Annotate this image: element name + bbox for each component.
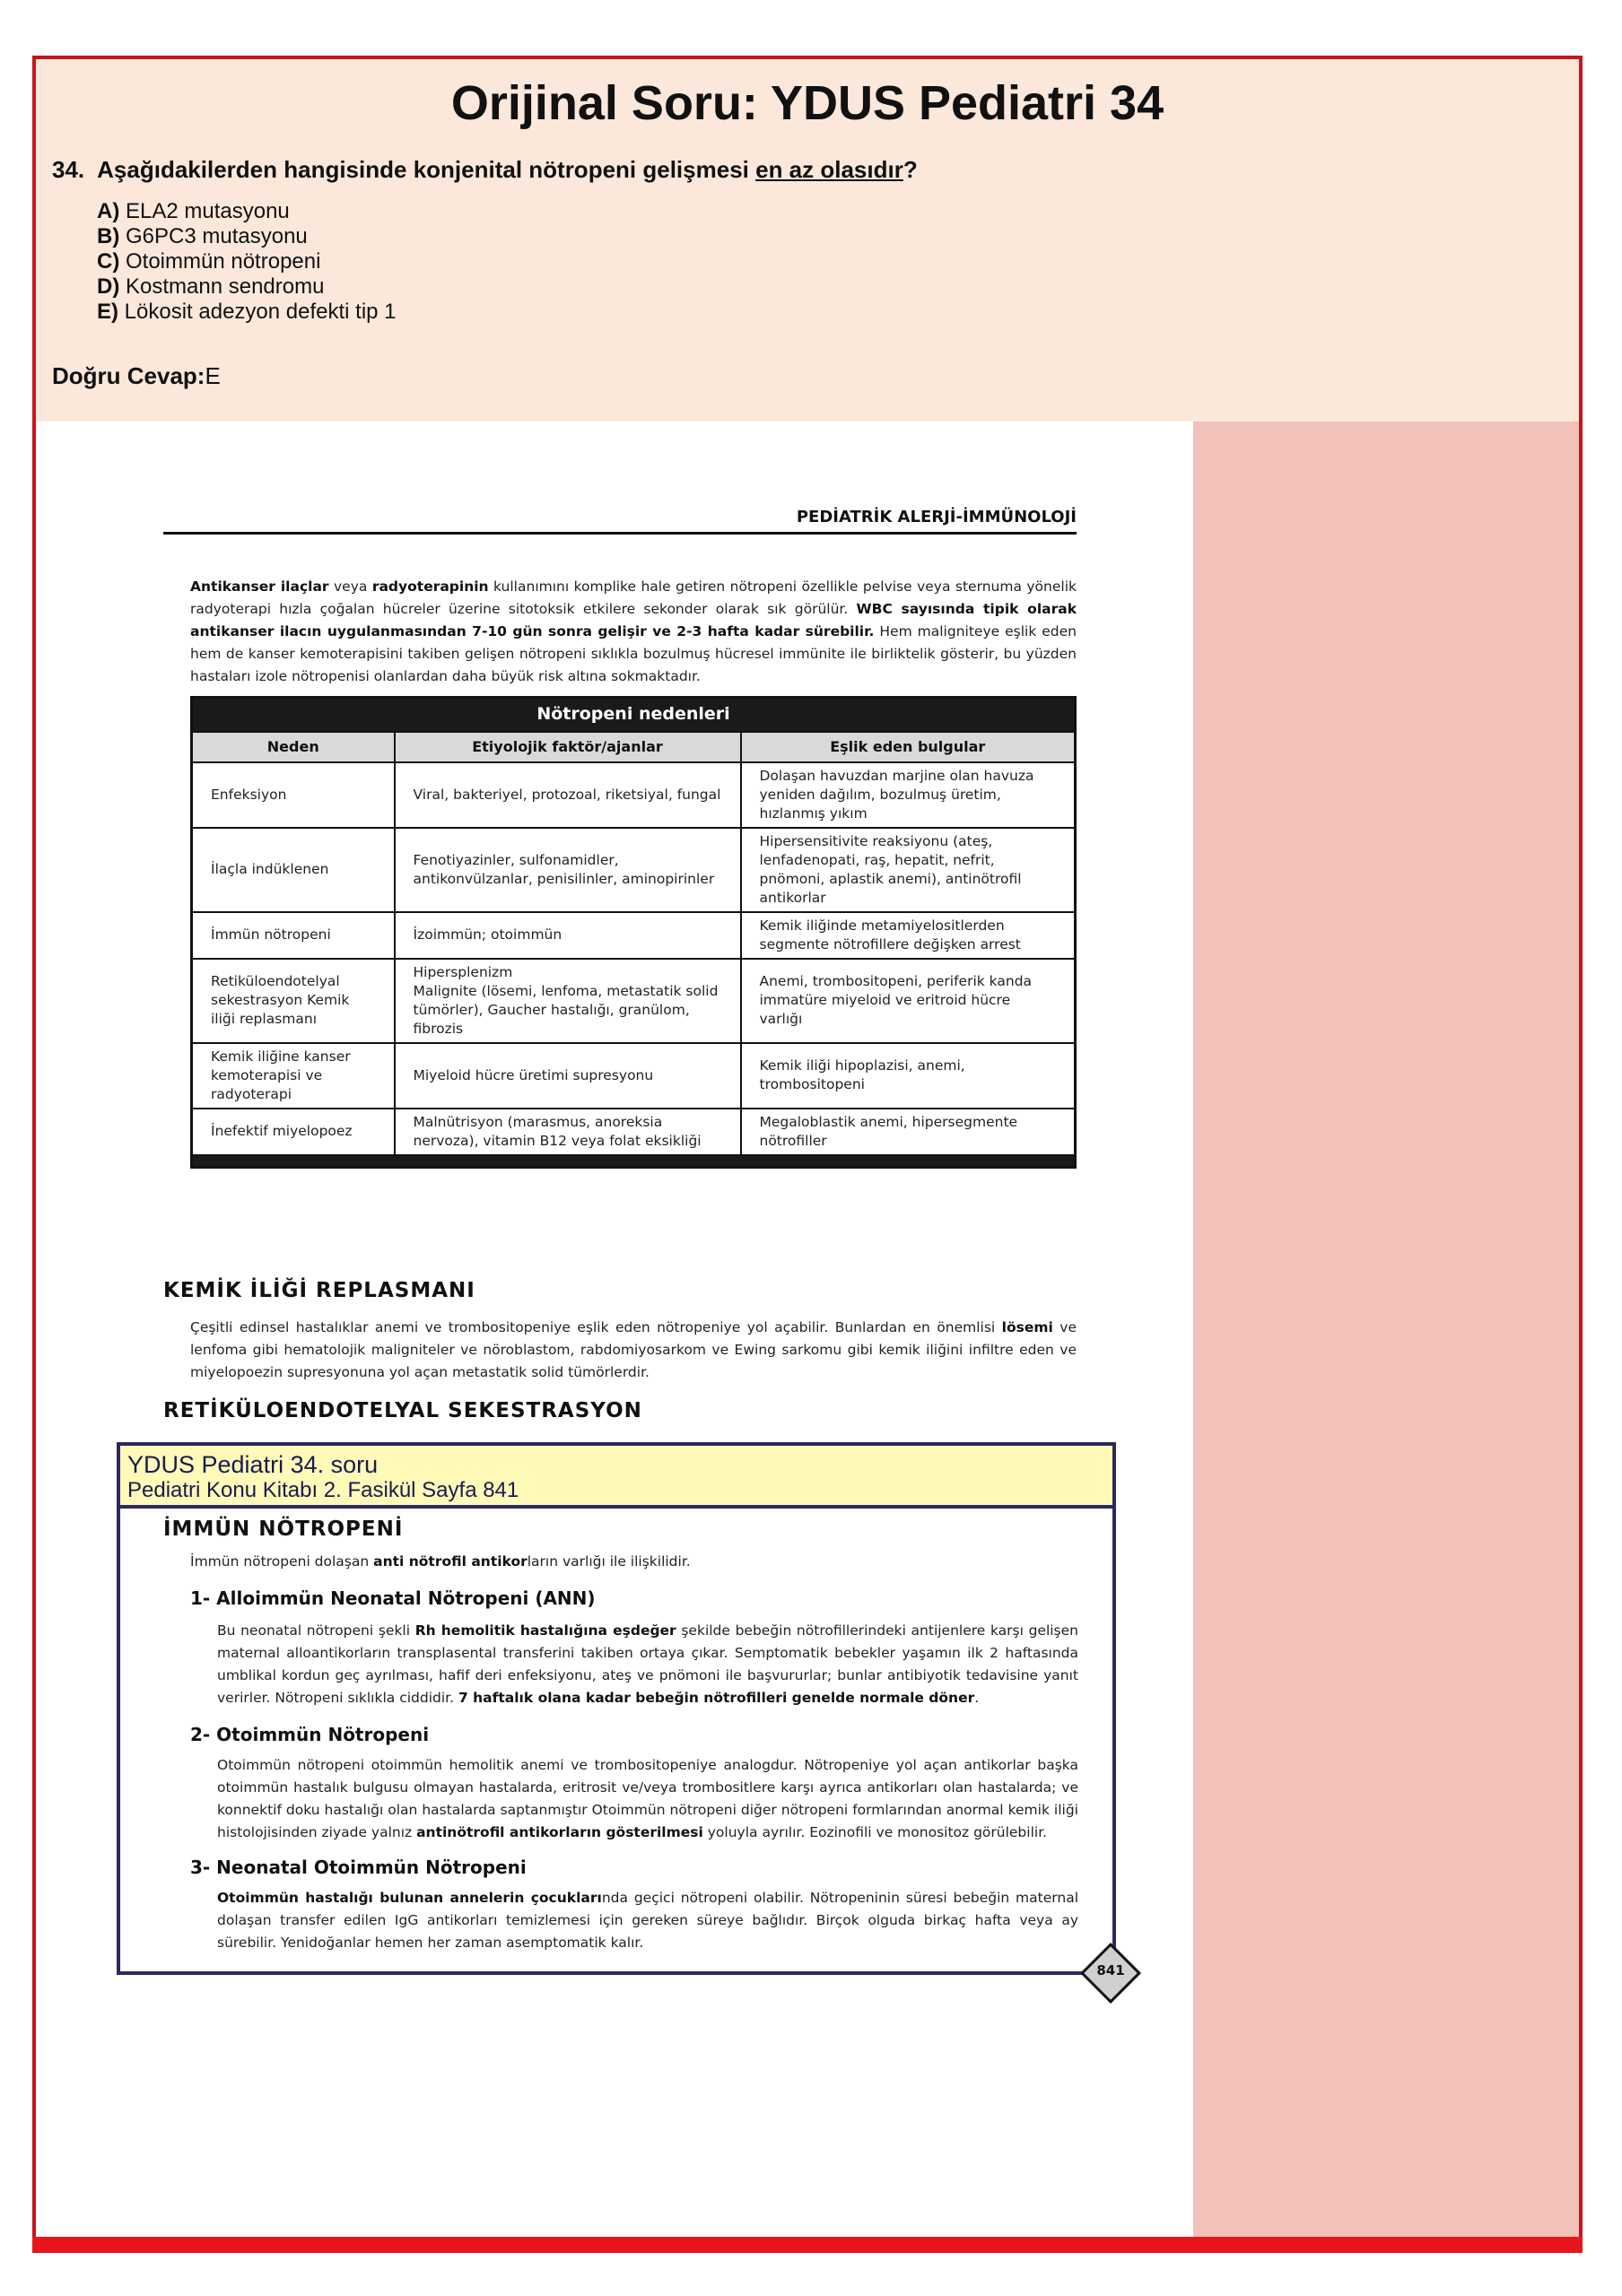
question-mark: ? [903,156,918,183]
page-number: 841 [1096,1962,1125,1979]
bold-run: Otoimmün hastalığı bulunan annelerin çocukları [217,1890,602,1906]
text-run: Bu neonatal nötropeni şekli [217,1622,415,1639]
paragraph-alloimmune [217,1620,1078,1709]
text-run: veya [328,578,372,595]
page-title: Orijinal Soru: YDUS Pediatri 34 [450,76,1164,130]
bold-run: WBC sayısında tipik olarak antikanser ilacın uygulanmasından 7-10 gün sonra gelişir ve 2-3 hafta kadar sürebilir. [190,601,1077,639]
heading-bone-marrow-replacement: KEMİK İLİĞİ REPLASMANI [163,1279,475,1302]
text-run: Hem maligniteye eşlik eden hem de kanser kemoterapisini takiben gelişen nötropeni sıklıkla bozulmuş hücresel immünite ile birliktelik gösterir, bu yüzden hastaları izole nötropenisi olanlardan daha büyük risk altına sokmaktadır. [190,623,1077,684]
bold-run: Rh hemolitik hastalığına eşdeğer [414,1622,676,1639]
option-e [97,300,397,325]
subheading-autoimmune: 2- Otoimmün Nötropeni [190,1724,430,1745]
cell-etiology: Hipersplenizm Malignite (lösemi, lenfoma, metastatik solid tümörler), Gaucher hastalığı, granülom, fibrozis [395,959,741,1043]
cell-etiology: Viral, bakteriyel, protozoal, riketsiyal, fungal [395,762,741,828]
question-number: 34. [52,156,85,183]
cell-etiology: İzoimmün; otoimmün [395,912,741,959]
question-stem: Aşağıdakilerden hangisinde konjenital nötropeni gelişmesi [97,156,756,183]
cell-etiology: Malnütrisyon (marasmus, anoreksia nervoza), vitamin B12 veya folat eksikliği [395,1109,741,1155]
question-emphasis: en az olasıdır [755,156,903,183]
table-body [192,762,1076,1155]
option-c [97,249,397,274]
text-run: şekilde bebeğin nötrofillerindeki antijenlere karşı gelişen maternal alloantikorların transplasental transferini takiben ortaya çıkar. Semptomatik bebekler yaşamın ilk 2 haftasında umblikal kordun geç ayrılması, hafif deri enfeksiyonu, ateş ve pnömoni ile başvururlar; bunlar antibiyotik tedavisine yanıt verirler. Nötropeni sıklıkla ciddidir. [217,1622,1078,1706]
text-run: ların varlığı ile ilişkilidir. [527,1553,691,1570]
bold-run: antinötrofil antikorların gösterilmesi [416,1824,703,1840]
table-row [192,762,1076,828]
text-run: kullanımını komplike hale getiren nötropeni özellikle pelvise veya sternuma yönelik radyoterapi hızla çoğalan hücreler üzerine sitotoksik etkilere sekonder olarak sık görülür. [190,578,1077,617]
text-run: Çeşitli edinsel hastalıklar anemi ve trombositopeniye eşlik eden nötropeniye yol açabilir. Bunlardan en önemlisi [190,1319,1002,1335]
cell-cause: İnefektif miyelopoez [192,1109,395,1155]
highlight-box-title [120,1446,1112,1509]
correct-answer [52,362,221,390]
table-header-etiology: Etiyolojik faktör/ajanlar [395,732,741,762]
book-paragraph-intro [190,576,1077,688]
subheading-alloimmune: 1- Alloimmün Neonatal Nötropeni (ANN) [190,1587,596,1609]
table-row [192,1109,1076,1155]
bold-run: anti nötrofil antikor [373,1553,528,1570]
option-d [97,274,397,300]
cell-findings: Kemik iliği hipoplazisi, anemi, trombositopeni [741,1043,1076,1109]
text-run: nda geçici nötropeni olabilir. Nötropeninin süresi bebeğin maternal dolaşan transfer edilen IgG antikorları temizlemesi için gereken süreye bağlıdır. Birçok olguda birkaç hafta veya ay sürebilir. Yenidoğanlar hemen her zaman asemptomatik kalır. [217,1890,1078,1951]
table-row [192,912,1076,959]
table-header-cause: Neden [192,732,395,762]
bold-run: Antikanser ilaçlar [190,578,329,595]
table-header-findings: Eşlik eden bulgular [741,732,1076,762]
bottom-red-bar [32,2237,1583,2253]
table-row [192,959,1076,1043]
option-text: G6PC3 mutasyonu [126,224,308,248]
heading-immune-neutropenia: İMMÜN NÖTROPENİ [163,1518,404,1541]
cell-findings: Anemi, trombositopeni, periferik kanda immatüre miyeloid ve eritroid hücre varlığı [741,959,1076,1043]
cell-cause: İmmün nötropeni [192,912,395,959]
option-text: Lökosit adezyon defekti tip 1 [124,300,397,324]
option-text: Kostmann sendromu [126,274,325,299]
table-footer-bar [192,1155,1076,1168]
answer-label: Doğru Cevap: [52,362,205,389]
heading-reticuloendothelial: RETİKÜLOENDOTELYAL SEKESTRASYON [163,1399,642,1422]
option-a [97,199,397,224]
text-run: İmmün nötropeni dolaşan [190,1553,374,1570]
option-letter: B) [97,224,120,248]
text-run: . [974,1690,980,1706]
cell-cause: Kemik iliğine kanser kemoterapisi ve radyoterapi [192,1043,395,1109]
book-page [36,422,1193,2248]
page-frame [32,56,1583,2248]
text-run: Otoimmün nötropeni otoimmün hemolitik anemi ve trombositopeniye analogdur. Nötropeniye yol açan antikorlar başka otoimmün hastalık bulgusu olmayan hastalarda, eritrosit ve/veya trombositlere karşı ayrıca antikorları olan hastalarda; ve konnektif doku hastalığı olan hastalarda saptanmıştır Otoimmün nötropeni diğer nötropeni formlarından anormal kemik iliği histolojisinden ziyade yalnız [217,1757,1078,1840]
option-text: ELA2 mutasyonu [126,199,290,223]
table-caption: Nötropeni nedenleri [192,698,1076,732]
cell-etiology: Fenotiyazinler, sulfonamidler, antikonvülzanlar, penisilinler, aminopirinler [395,828,741,912]
answer-value: E [205,362,221,389]
option-letter: D) [97,274,120,299]
question-text [52,156,918,184]
question-panel [36,59,1579,422]
bold-run: radyoterapinin [371,578,489,595]
book-section-header: PEDİATRİK ALERJİ-İMMÜNOLOJİ [163,508,1077,535]
cell-etiology: Miyeloid hücre üretimi supresyonu [395,1043,741,1109]
right-margin-column [1193,422,1579,2248]
option-letter: A) [97,199,120,223]
cell-cause: İlaçla indüklenen [192,828,395,912]
option-letter: C) [97,249,120,274]
cell-findings: Dolaşan havuzdan marjine olan havuza yeniden dağılım, bozulmuş üretim, hızlanmış yıkım [741,762,1076,828]
cell-findings: Megaloblastik anemi, hipersegmente nötrofiller [741,1109,1076,1155]
bold-run: lösemi [1001,1319,1053,1335]
option-b [97,224,397,249]
paragraph-neonatal-autoimmune [217,1887,1078,1954]
subheading-neonatal-autoimmune: 3- Neonatal Otoimmün Nötropeni [190,1857,527,1878]
highlight-box [117,1442,1116,1975]
source-reference: Pediatri Konu Kitabı 2. Fasikül Sayfa 841 [127,1478,519,1502]
book-paragraph-bone-marrow [190,1317,1077,1384]
paragraph-autoimmune [217,1754,1078,1844]
table-row [192,1043,1076,1109]
table-row [192,828,1076,912]
cell-cause: Retiküloendotelyal sekestrasyon Kemik iliği replasmanı [192,959,395,1043]
option-text: Otoimmün nötropeni [126,249,321,274]
cell-cause: Enfeksiyon [192,762,395,828]
cell-findings: Kemik iliğinde metamiyelositlerden segmente nötrofillere değişken arrest [741,912,1076,959]
source-question: YDUS Pediatri 34. soru [127,1451,379,1478]
text-run: yoluyla ayrılır. Eozinofili ve monositoz görülebilir. [702,1824,1048,1840]
neutropenia-causes-table [190,696,1077,1169]
bold-run: 7 haftalık olana kadar bebeğin nötrofilleri genelde normale döner [458,1690,975,1706]
text-run: ve lenfoma gibi hematolojik maligniteler ve nöroblastom, rabdomiyosarkom ve Ewing sarkomu gibi kemik iliğini infiltre eden ve miyelopoezin supresyonuna yol açan metastatik solid tümörlerdir. [190,1319,1077,1380]
cell-findings: Hipersensitivite reaksiyonu (ateş, lenfadenopati, raş, hepatit, nefrit, pnömoni, aplastik anemi), antinötrofil antikorlar [741,828,1076,912]
option-letter: E) [97,300,118,324]
answer-options [97,199,397,325]
immune-neutropenia-intro [190,1553,691,1570]
